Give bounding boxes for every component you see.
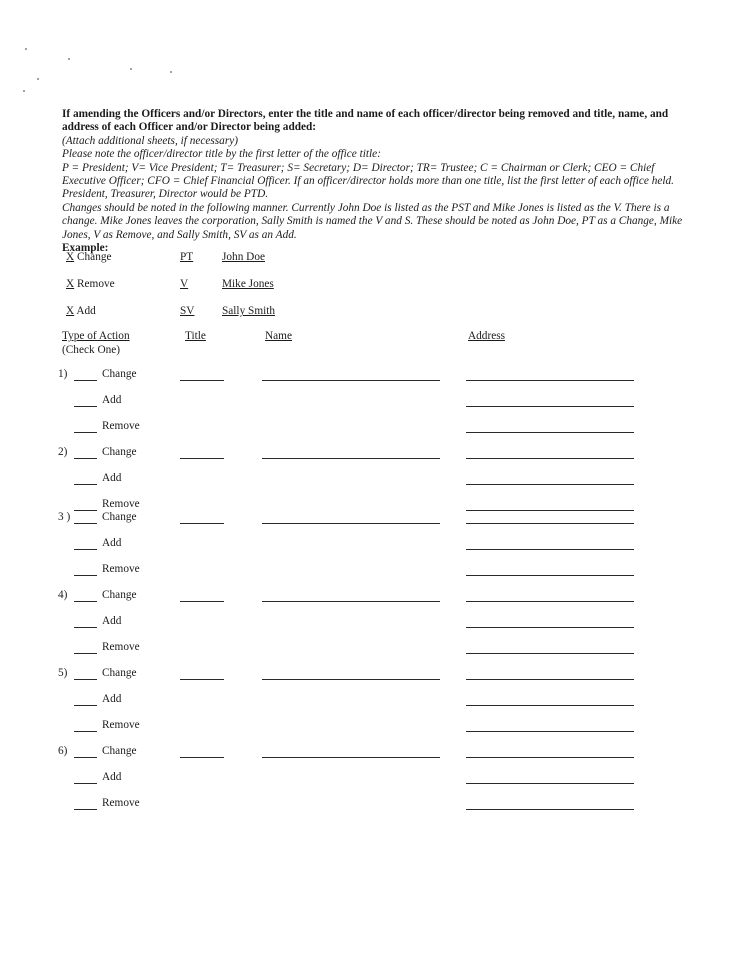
- add-line: [62, 615, 694, 641]
- remove-label: Remove: [102, 420, 140, 432]
- change-label: Change: [102, 368, 137, 380]
- attach-note: (Attach additional sheets, if necessary): [62, 134, 239, 147]
- example-label: Example:: [62, 242, 109, 255]
- scan-artifact: [23, 90, 25, 92]
- header-address: Address: [468, 330, 506, 342]
- change-label: Change: [102, 446, 137, 458]
- address-field[interactable]: [466, 704, 634, 706]
- add-checkbox-blank[interactable]: [74, 483, 97, 485]
- name-field[interactable]: [262, 457, 440, 459]
- header-name: Name: [265, 330, 292, 342]
- change-line: [58, 511, 694, 537]
- change-checkbox-blank[interactable]: [74, 756, 97, 758]
- example-row: [62, 305, 694, 332]
- name-field[interactable]: [262, 678, 440, 680]
- example-name: Sally Smith: [222, 305, 276, 317]
- add-line: [62, 537, 694, 563]
- change-checkbox-blank[interactable]: [74, 457, 97, 459]
- example-check: X: [66, 251, 75, 263]
- remove-checkbox-blank[interactable]: [74, 652, 97, 654]
- address-field[interactable]: [466, 730, 634, 732]
- title-field[interactable]: [180, 457, 224, 459]
- change-label: Change: [102, 667, 137, 679]
- change-checkbox-blank[interactable]: [74, 600, 97, 602]
- change-line: [58, 667, 694, 693]
- add-checkbox-blank[interactable]: [74, 548, 97, 550]
- example-title: PT: [180, 251, 194, 263]
- change-line: [58, 745, 694, 771]
- add-line: [62, 693, 694, 719]
- address-field[interactable]: [466, 678, 634, 680]
- change-label: Change: [102, 589, 137, 601]
- address-field[interactable]: [466, 600, 634, 602]
- example-check-action: [66, 305, 96, 317]
- column-headers: [62, 330, 694, 357]
- section-number: 1): [58, 368, 68, 380]
- officer-change-section-1: [58, 368, 694, 446]
- address-field[interactable]: [466, 574, 634, 576]
- example-check-action: [66, 251, 112, 263]
- remove-label: Remove: [102, 797, 140, 809]
- example-name: Mike Jones: [222, 278, 274, 290]
- title-field[interactable]: [180, 379, 224, 381]
- address-field[interactable]: [466, 483, 634, 485]
- change-label: Change: [102, 745, 137, 757]
- header-check-one: (Check One): [62, 343, 121, 356]
- name-field[interactable]: [262, 522, 440, 524]
- example-check-action: [66, 278, 115, 290]
- change-checkbox-blank[interactable]: [74, 379, 97, 381]
- remove-checkbox-blank[interactable]: [74, 431, 97, 433]
- example-action: Remove: [77, 278, 115, 290]
- name-field[interactable]: [262, 756, 440, 758]
- add-label: Add: [102, 771, 122, 783]
- officer-change-section-6: [58, 745, 694, 823]
- remove-line: [62, 719, 694, 745]
- add-label: Add: [102, 537, 122, 549]
- title-field[interactable]: [180, 678, 224, 680]
- title-field[interactable]: [180, 600, 224, 602]
- officer-change-section-5: [58, 667, 694, 745]
- header-row-2: [62, 344, 694, 358]
- header-title: Title: [185, 330, 206, 342]
- address-field[interactable]: [466, 652, 634, 654]
- add-checkbox-blank[interactable]: [74, 405, 97, 407]
- header-row: [62, 330, 694, 344]
- section-number: 4): [58, 589, 68, 601]
- address-field[interactable]: [466, 626, 634, 628]
- remove-line: [62, 797, 694, 823]
- name-field[interactable]: [262, 600, 440, 602]
- remove-label: Remove: [102, 641, 140, 653]
- instructions-block: [62, 108, 694, 255]
- change-line: [58, 446, 694, 472]
- remove-checkbox-blank[interactable]: [74, 730, 97, 732]
- officer-change-section-4: [58, 589, 694, 667]
- example-action: Change: [77, 251, 112, 263]
- name-field[interactable]: [262, 379, 440, 381]
- example-block: [62, 251, 694, 332]
- title-note: Please note the officer/director title by the first letter of the office title:: [62, 148, 381, 161]
- header-type-of-action: Type of Action: [62, 330, 130, 342]
- add-label: Add: [102, 693, 122, 705]
- section-number: 3 ): [58, 511, 71, 523]
- remove-checkbox-blank[interactable]: [74, 808, 97, 810]
- title-field[interactable]: [180, 522, 224, 524]
- address-field[interactable]: [466, 808, 634, 810]
- address-field[interactable]: [466, 548, 634, 550]
- add-line: [62, 472, 694, 498]
- change-line: [58, 368, 694, 394]
- example-action: Add: [76, 305, 96, 317]
- example-name: John Doe: [222, 251, 265, 263]
- section-number: 5): [58, 667, 68, 679]
- example-title: SV: [180, 305, 195, 317]
- officer-change-section-3: [58, 511, 694, 589]
- change-label: Change: [102, 511, 137, 523]
- officer-director-form: [58, 368, 694, 823]
- intro-paragraph: If amending the Officers and/or Directors, enter the title and name of each officer/director being removed and title, name, and address of each Officer and/or Director being added:: [62, 108, 669, 134]
- add-checkbox-blank[interactable]: [74, 626, 97, 628]
- scan-artifact: [25, 48, 27, 50]
- add-label: Add: [102, 615, 122, 627]
- address-field[interactable]: [466, 756, 634, 758]
- address-field[interactable]: [466, 457, 634, 459]
- remove-line: [62, 498, 694, 511]
- example-check: X: [66, 305, 75, 317]
- scan-artifact: [37, 78, 39, 80]
- add-checkbox-blank[interactable]: [74, 704, 97, 706]
- officer-change-section-2: [58, 446, 694, 511]
- section-number: 6): [58, 745, 68, 757]
- example-row: [62, 251, 694, 278]
- address-field[interactable]: [466, 782, 634, 784]
- address-field[interactable]: [466, 522, 634, 524]
- changes-note: Changes should be noted in the following manner. Currently John Doe is listed as the PST and Mike Jones is listed as the V. There is a change. Mike Jones leaves the corporation, Sally Smith is named the V and S. These should be noted as John Doe, PT as a Change, Mike Jones, V as Remove, and Sally Smith, SV as an Add.: [62, 201, 683, 241]
- remove-line: [62, 563, 694, 589]
- remove-line: [62, 420, 694, 446]
- example-title: V: [180, 278, 189, 290]
- scan-artifact: [68, 58, 70, 60]
- address-field[interactable]: [466, 405, 634, 407]
- example-check: X: [66, 278, 75, 290]
- remove-label: Remove: [102, 719, 140, 731]
- remove-label: Remove: [102, 498, 140, 510]
- add-label: Add: [102, 394, 122, 406]
- title-field[interactable]: [180, 756, 224, 758]
- abbreviation-note: P = President; V= Vice President; T= Treasurer; S= Secretary; D= Director; TR= Trustee; C = Chairman or Clerk; CEO = Chief Executive Officer; CFO = Chief Financial Officer. If an officer/director holds more than one title, list the first letter of each office held. President, Treasurer, Director would be PTD.: [62, 161, 674, 201]
- remove-checkbox-blank[interactable]: [74, 574, 97, 576]
- add-label: Add: [102, 472, 122, 484]
- address-field[interactable]: [466, 431, 634, 433]
- scan-artifact: [170, 71, 172, 73]
- address-field[interactable]: [466, 379, 634, 381]
- example-row: [62, 278, 694, 305]
- change-checkbox-blank[interactable]: [74, 678, 97, 680]
- change-line: [58, 589, 694, 615]
- add-checkbox-blank[interactable]: [74, 782, 97, 784]
- section-number: 2): [58, 446, 68, 458]
- scan-artifact: [130, 68, 132, 70]
- change-checkbox-blank[interactable]: [74, 522, 97, 524]
- add-line: [62, 771, 694, 797]
- remove-line: [62, 641, 694, 667]
- add-line: [62, 394, 694, 420]
- remove-label: Remove: [102, 563, 140, 575]
